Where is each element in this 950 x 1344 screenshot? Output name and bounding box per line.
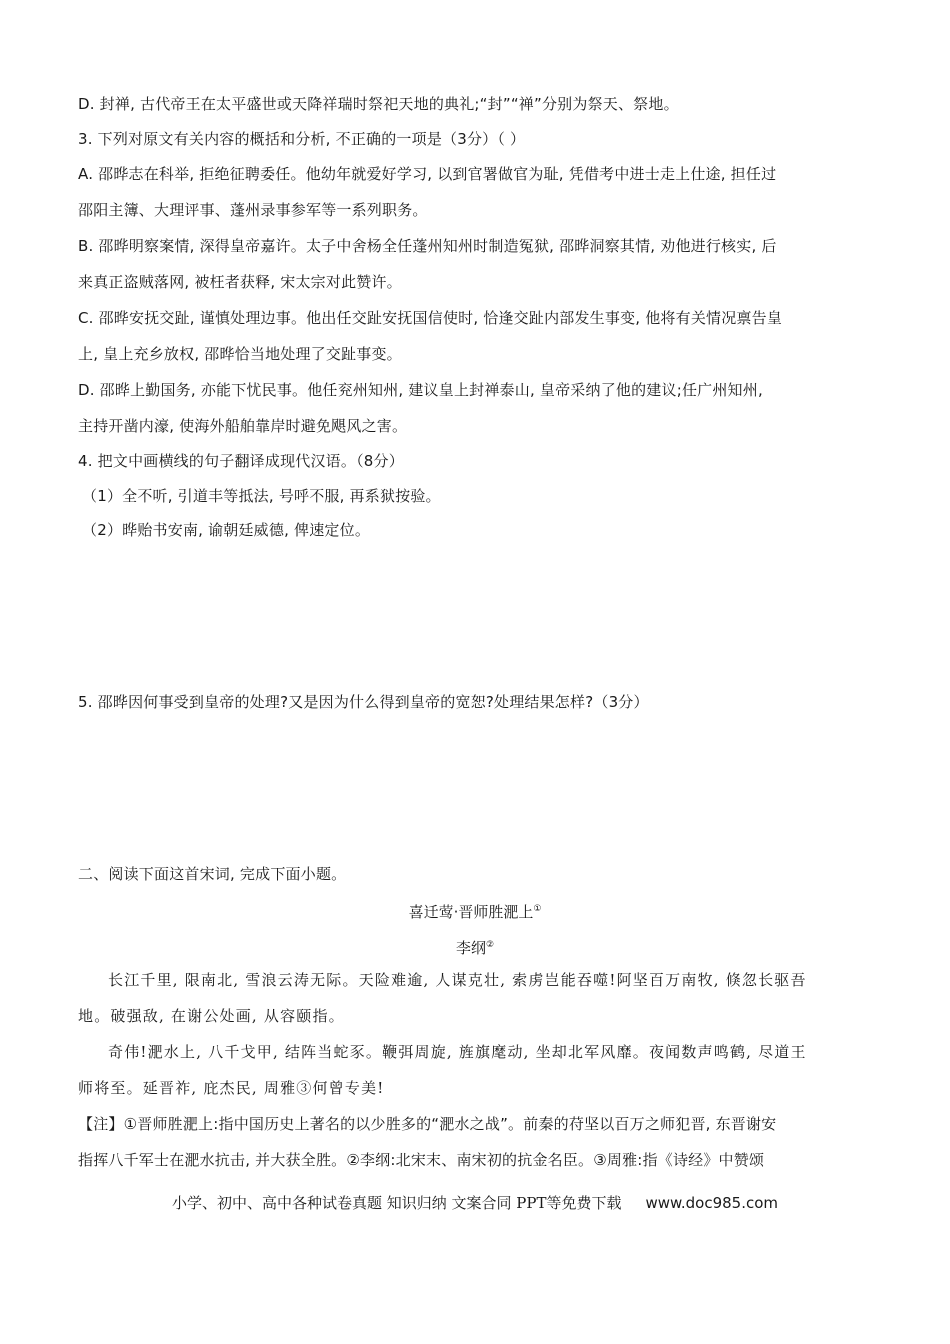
question-4: 4. 把文中画横线的句子翻译成现代汉语。（8分）: [78, 452, 404, 470]
poem-author-text: 李纲: [455, 939, 486, 957]
poem-stanza1-line2: 地。破强敌, 在谢公处画, 从容颐指。: [78, 1007, 345, 1025]
question-4-part2: （2）晔贻书安南, 谕朝廷威德, 俾速定位。: [82, 521, 371, 539]
poem-stanza1-line1: 长江千里, 限南北, 雪浪云涛无际。天险难逾, 人谋克壮, 索虏岂能吞噬!阿坚百万南牧, 倏忽长驱吾: [108, 971, 807, 989]
option-c-line1: C. 邵晔安抚交趾, 谨慎处理边事。他出任交趾安抚国信使时, 恰逢交趾内部发生事变, 他将有关情况禀告皇: [78, 309, 783, 327]
section-2-heading: 二、阅读下面这首宋词, 完成下面小题。: [78, 865, 347, 883]
option-d-explanation: D. 封禅, 古代帝王在太平盛世或天降祥瑞时祭祀天地的典礼;“封”“禅”分别为祭天、祭地。: [78, 95, 679, 113]
poem-author: [0, 935, 950, 958]
poem-title-note: ①: [533, 904, 542, 914]
option-b-line1: B. 邵晔明察案情, 深得皇帝嘉许。太子中舍杨全任蓬州知州时制造冤狱, 邵晔洞察其情, 劝他进行核实, 后: [78, 237, 777, 255]
option-d-line1: D. 邵晔上勤国务, 亦能下忧民事。他任兖州知州, 建议皇上封禅泰山, 皇帝采纳了他的建议;任广州知州,: [78, 381, 763, 399]
option-c-line2: 上, 皇上充乡放权, 邵晔恰当地处理了交趾事变。: [78, 345, 402, 363]
note-line2: 指挥八千军士在淝水抗击, 并大获全胜。②李纲:北宋末、南宋初的抗金名臣。③周雅:指《诗经》中赞颂: [78, 1151, 765, 1169]
footer-text: 小学、初中、高中各种试卷真题 知识归纳 文案合同 PPT等免费下载: [171, 1194, 622, 1212]
poem-author-note: ②: [485, 940, 495, 950]
option-a-line2: 邵阳主簿、大理评事、蓬州录事参军等一系列职务。: [78, 201, 428, 219]
poem-stanza2-line1: 奇伟!淝水上, 八千戈甲, 结阵当蛇豕。鞭弭周旋, 旌旗麾动, 坐却北军风靡。夜闻数声鸣鹤, 尽道王: [108, 1043, 807, 1061]
footer-url[interactable]: www.doc985.com: [645, 1194, 779, 1212]
option-a-line1: A. 邵晔志在科举, 拒绝征聘委任。他幼年就爱好学习, 以到官署做官为耻, 凭借考中进士走上仕途, 担任过: [78, 165, 777, 183]
option-d-line2: 主持开凿内濠, 使海外船舶靠岸时避免飓风之害。: [78, 417, 408, 435]
poem-title: [0, 899, 950, 922]
note-line1: 【注】①晋师胜淝上:指中国历史上著名的以少胜多的“淝水之战”。前秦的苻坚以百万之师犯晋, 东晋谢安: [78, 1115, 777, 1133]
poem-title-text: 喜迁莺·晋师胜淝上: [408, 903, 534, 921]
page-footer: [0, 1192, 950, 1213]
poem-stanza2-line2: 师将至。延晋祚, 庇杰民, 周雅③何曾专美!: [78, 1079, 385, 1097]
question-4-part1: （1）全不听, 引道丰等抵法, 号呼不服, 再系狱按验。: [82, 487, 441, 505]
option-b-line2: 来真正盗贼落网, 被枉者获释, 宋太宗对此赞许。: [78, 273, 402, 291]
question-3: 3. 下列对原文有关内容的概括和分析, 不正确的一项是（3分）（ ）: [78, 130, 526, 148]
question-5: 5. 邵晔因何事受到皇帝的处理?又是因为什么得到皇帝的宽恕?处理结果怎样?（3分）: [78, 693, 649, 711]
